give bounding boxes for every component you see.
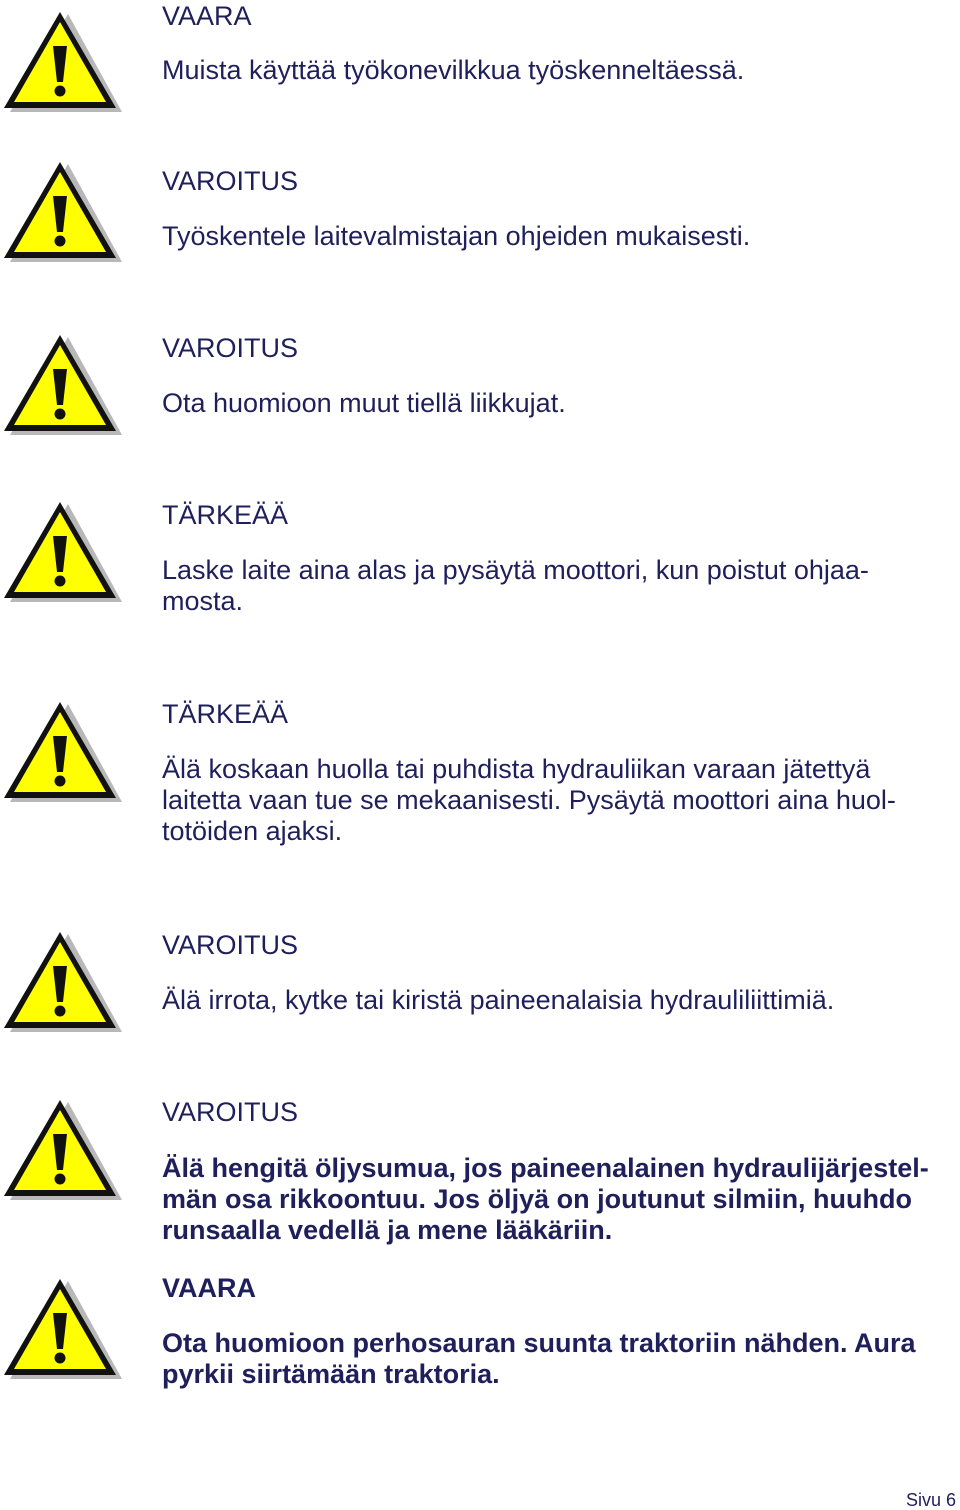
notice-text <box>162 55 952 86</box>
notice-text <box>162 555 952 617</box>
warning-triangle-icon <box>0 160 124 264</box>
notice-title: VAROITUS <box>162 1097 299 1127</box>
notice-line: Ota huomioon muut tiellä liikkujat. <box>162 388 566 418</box>
notice-text <box>162 1153 952 1246</box>
notice-line: Älä hengitä öljysumua, jos paineenalainen hydraulijärjestel- <box>162 1153 929 1183</box>
warning-triangle-icon <box>0 930 124 1034</box>
notice-line: laitetta vaan tue se mekaanisesti. Pysäytä moottori aina huol- <box>162 785 896 815</box>
warning-triangle-icon <box>0 700 124 804</box>
warning-triangle-icon <box>0 500 124 604</box>
notice-line: Muista käyttää työkonevilkkua työskenneltäessä. <box>162 55 745 85</box>
notice-text <box>162 1328 952 1390</box>
notice-title: TÄRKEÄÄ <box>162 500 289 530</box>
notice-line: Älä koskaan huolla tai puhdista hydrauliikan varaan jätettyä <box>162 754 871 784</box>
notice-text <box>162 754 952 847</box>
notice-line: runsaalla vedellä ja mene lääkäriin. <box>162 1215 613 1245</box>
notice-title: TÄRKEÄÄ <box>162 699 289 729</box>
warning-triangle-icon <box>0 1277 124 1381</box>
notice-line: mosta. <box>162 586 244 616</box>
notice-title: VAARA <box>162 1 252 31</box>
warning-triangle-icon <box>0 333 124 437</box>
notice-text <box>162 388 952 419</box>
warning-triangle-icon <box>0 10 124 114</box>
page-number: Sivu 6 <box>905 1490 956 1510</box>
notice-line: män osa rikkoontuu. Jos öljyä on joutunut silmiin, huuhdo <box>162 1184 913 1214</box>
notice-title: VAARA <box>162 1273 256 1303</box>
notice-line: Ota huomioon perhosauran suunta traktoriin nähden. Aura <box>162 1328 916 1358</box>
notice-text <box>162 985 952 1016</box>
notice-line: pyrkii siirtämään traktoria. <box>162 1359 500 1389</box>
warning-triangle-icon <box>0 1098 124 1202</box>
notice-line: Laske laite aina alas ja pysäytä moottori, kun poistut ohjaa- <box>162 555 869 585</box>
notice-title: VAROITUS <box>162 333 299 363</box>
notice-text <box>162 221 952 252</box>
notice-line: totöiden ajaksi. <box>162 816 343 846</box>
notice-line: Älä irrota, kytke tai kiristä paineenalaisia hydrauliliittimiä. <box>162 985 835 1015</box>
notice-line: Työskentele laitevalmistajan ohjeiden mukaisesti. <box>162 221 751 251</box>
notice-title: VAROITUS <box>162 930 299 960</box>
notice-title: VAROITUS <box>162 166 299 196</box>
